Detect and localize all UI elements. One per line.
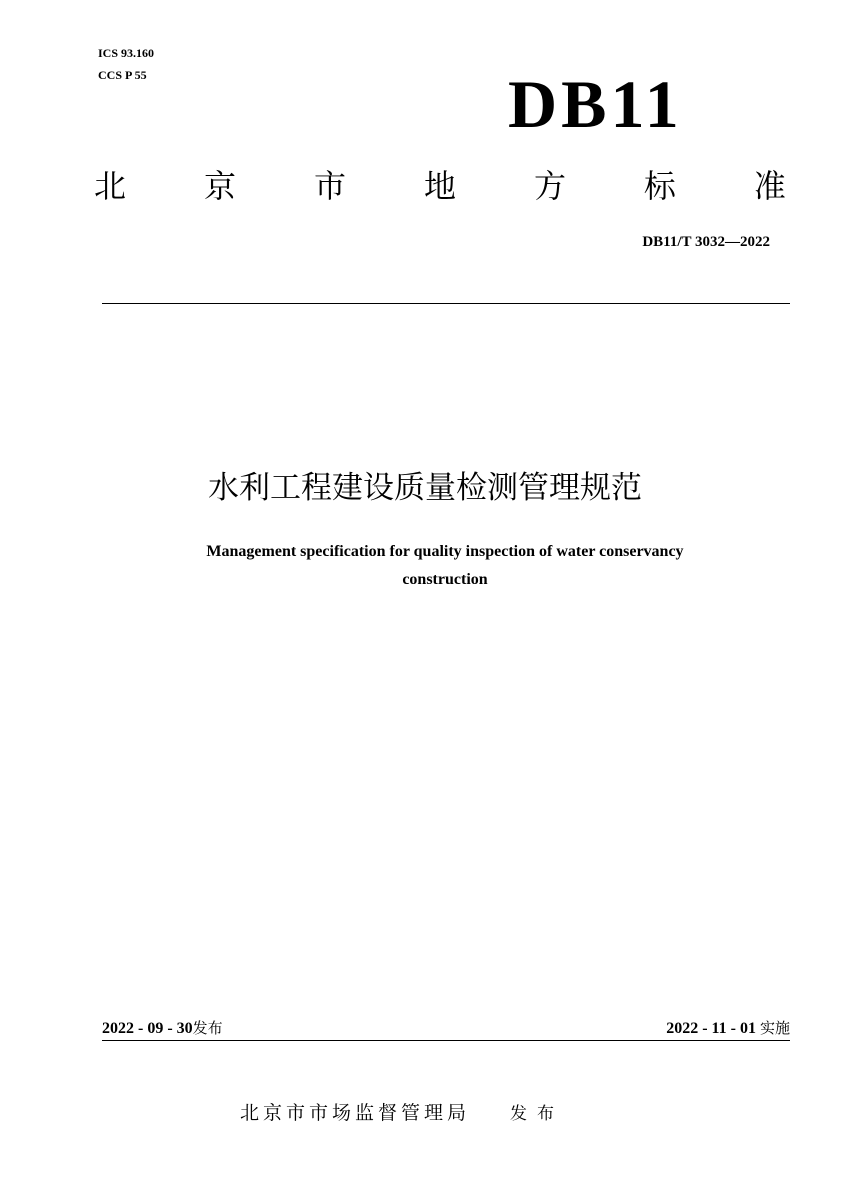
title-en-line: construction xyxy=(402,571,488,588)
header-divider xyxy=(102,303,790,304)
release-label: 发布 xyxy=(192,1019,223,1037)
ics-code: ICS 93.160 xyxy=(98,46,155,60)
title-char: 准 xyxy=(753,167,786,205)
title-char: 标 xyxy=(643,167,676,205)
title-en-line: Management specification for quality inspection of water conservancy xyxy=(206,543,684,560)
classification-codes xyxy=(98,42,154,86)
document-title-cn: 水利工程建设质量检测管理规范 xyxy=(208,470,642,506)
db11-logo: DB11 xyxy=(508,66,683,142)
release-date-block xyxy=(102,1017,223,1038)
ccs-code: CCS P 55 xyxy=(98,68,147,82)
standard-number: DB11/T 3032—2022 xyxy=(642,234,770,250)
implement-date: 2022 - 11 - 01 xyxy=(666,1020,756,1037)
implement-date-block xyxy=(666,1017,790,1038)
issuer-name: 北京市市场监督管理局 xyxy=(240,1102,471,1124)
title-char: 方 xyxy=(533,167,566,205)
implement-label: 实施 xyxy=(759,1019,790,1037)
title-char: 市 xyxy=(313,167,346,205)
document-title-en xyxy=(92,538,798,594)
release-date: 2022 - 09 - 30 xyxy=(102,1020,193,1037)
issuer-line xyxy=(240,1098,564,1125)
title-char: 北 xyxy=(94,167,127,205)
title-char: 地 xyxy=(423,167,456,205)
issue-action: 发布 xyxy=(510,1104,565,1124)
standard-type-title xyxy=(94,166,786,206)
title-char: 京 xyxy=(203,167,236,205)
footer-divider xyxy=(102,1040,790,1041)
